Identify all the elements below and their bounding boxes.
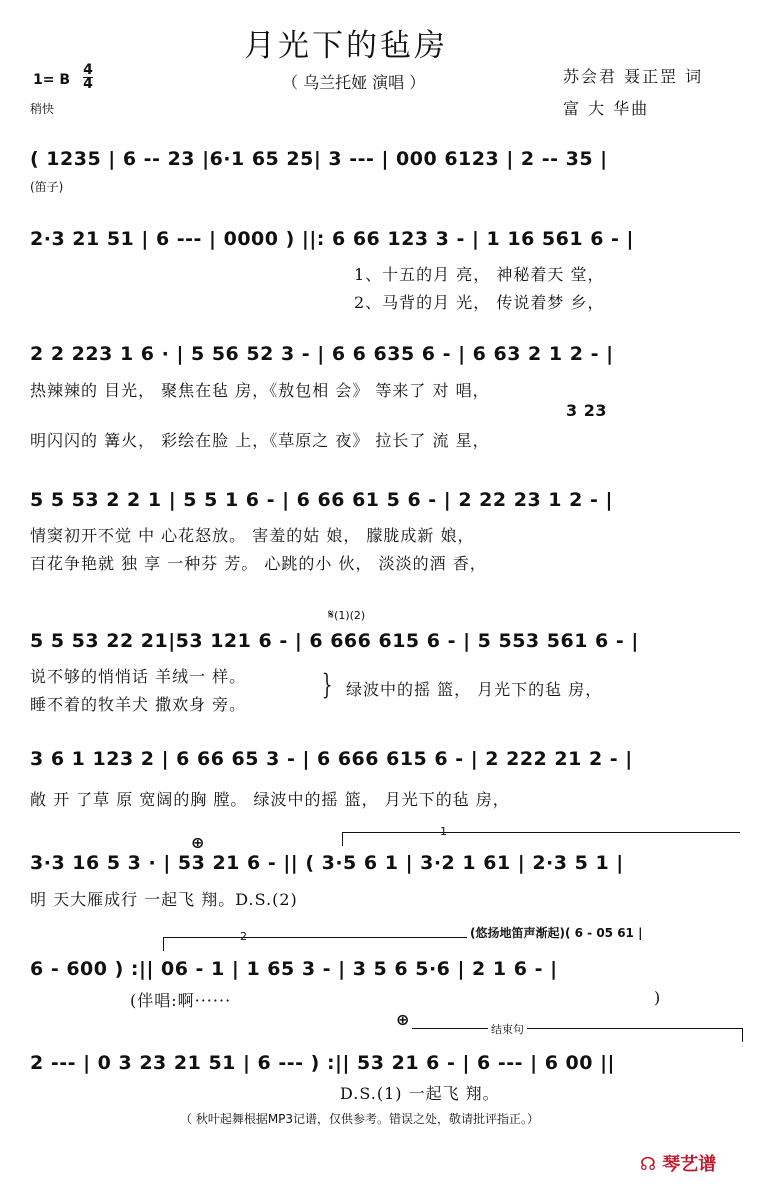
lyric-row-9: D.S.(1) 一起飞 翔。 [340, 1084, 500, 1103]
page-title: 月光下的毡房 [244, 28, 448, 64]
lyric-row-5-verse-2: 睡不着的牧羊犬 撒欢身 旁。 [30, 695, 247, 714]
ending-bracket [412, 1028, 742, 1029]
staff-row-7: 3·3 16 5 3 · | 53 21 6 - || ( 3·5 6 1 | 3·2 1 61 | 2·3 5 1 | [30, 852, 624, 874]
lyric-row-2-verse-1: 1、十五的月 亮， 神秘着天 堂， [354, 265, 605, 284]
coda-mark: ⊕ [191, 833, 205, 852]
staff-row-8: 6 - 600 ) :|| 06 - 1 | 1 65 3 - | 3 5 6 5·6 | 2 1 6 - | [30, 958, 558, 980]
lyric-row-5-refrain: 绿波中的摇 篮， 月光下的毡 房， [346, 680, 603, 699]
lyric-row-4-verse-2: 百花争艳就 独 享 一种芬 芳。 心跳的小 伙， 淡淡的酒 香， [30, 554, 487, 573]
staff-row-4: 5 5 53 2 2 1 | 5 5 1 6 - | 6 66 61 5 6 - | 2 22 23 1 2 - | [30, 489, 613, 511]
volta-2-number: 2 [240, 930, 247, 943]
lyric-row-8-close: ) [654, 988, 662, 1007]
lyricist-credit: 苏会君 聂正罡 词 [563, 67, 704, 86]
lyric-row-5-verse-1: 说不够的悄悄话 羊绒一 样。 [30, 667, 247, 686]
key-signature: 1= B [33, 72, 71, 88]
volta-2-tick [163, 937, 164, 951]
volta-2-bracket [163, 937, 467, 938]
volta-1-bracket [342, 832, 740, 833]
flute-cue: (悠扬地笛声渐起)( 6 - 05 61 | [470, 926, 643, 940]
segno-mark: 𝄋(1)(2) [328, 607, 366, 623]
lyric-row-7: 明 天大雁成行 一起飞 翔。D.S.(2) [30, 890, 298, 909]
time-signature: 4 4 [83, 62, 93, 92]
lyric-row-4-verse-1: 情窦初开不觉 中 心花怒放。 害羞的姑 娘， 朦胧成新 娘， [30, 526, 475, 545]
staff-row-3: 2 2 223 1 6 · | 5 56 52 3 - | 6 6 635 6 - | 6 63 2 1 2 - | [30, 343, 614, 365]
staff-row-2: 2·3 21 51 | 6 --- | 0000 ) ||: 6 66 123 3 - | 1 16 561 6 - | [30, 228, 634, 250]
staff-row-5: 5 5 53 22 21|53 121 6 - | 6 666 615 6 - | 5 553 561 6 - | [30, 630, 639, 652]
staff-row-6: 3 6 1 123 2 | 6 66 65 3 - | 6 666 615 6 - | 2 222 21 2 - | [30, 748, 633, 770]
tempo-marking: 稍快 [30, 102, 55, 116]
staff-row-1: ( 1235 | 6 -- 23 |6·1 65 25| 3 --- | 000 6123 | 2 -- 35 | [30, 148, 608, 170]
staff-row-9: 2 --- | 0 3 23 21 51 | 6 --- ) :|| 53 21 6 - | 6 --- | 6 00 || [30, 1052, 615, 1074]
ending-label: 结束句 [488, 1021, 527, 1037]
coda-mark-2: ⊕ [396, 1010, 410, 1029]
volta-1-number: 1 [440, 825, 447, 838]
lyric-row-3-verse-1: 热辣辣的 目光， 聚焦在毡 房，《敖包相 会》 等来了 对 唱， [30, 381, 490, 400]
lyric-row-3-verse-2: 明闪闪的 篝火， 彩绘在脸 上，《草原之 夜》 拉长了 流 星， [30, 431, 490, 450]
lyric-row-8: (伴唱:啊······ [130, 991, 232, 1010]
watermark-logo: ☊ 琴艺谱 [640, 1154, 717, 1175]
lyric-row-2-verse-2: 2、马背的月 光， 传说着梦 乡， [354, 293, 605, 312]
singer-credit: （ 乌兰托娅 演唱 ） [282, 73, 426, 92]
brace-mark: } [321, 668, 334, 701]
lyric-row-6: 敞 开 了草 原 宽阔的胸 膛。 绿波中的摇 篮， 月光下的毡 房， [30, 790, 510, 809]
alternate-notes: 3 23 [566, 401, 607, 420]
instrument-note: (笛子) [30, 180, 64, 194]
logo-icon: ☊ [640, 1154, 656, 1175]
ending-tick [742, 1028, 743, 1042]
footer-note: （ 秋叶起舞根据MP3记谱，仅供参考。错误之处，敬请批评指正。） [180, 1112, 540, 1126]
volta-1-tick [342, 832, 343, 846]
composer-credit: 富 大 华曲 [563, 99, 650, 118]
